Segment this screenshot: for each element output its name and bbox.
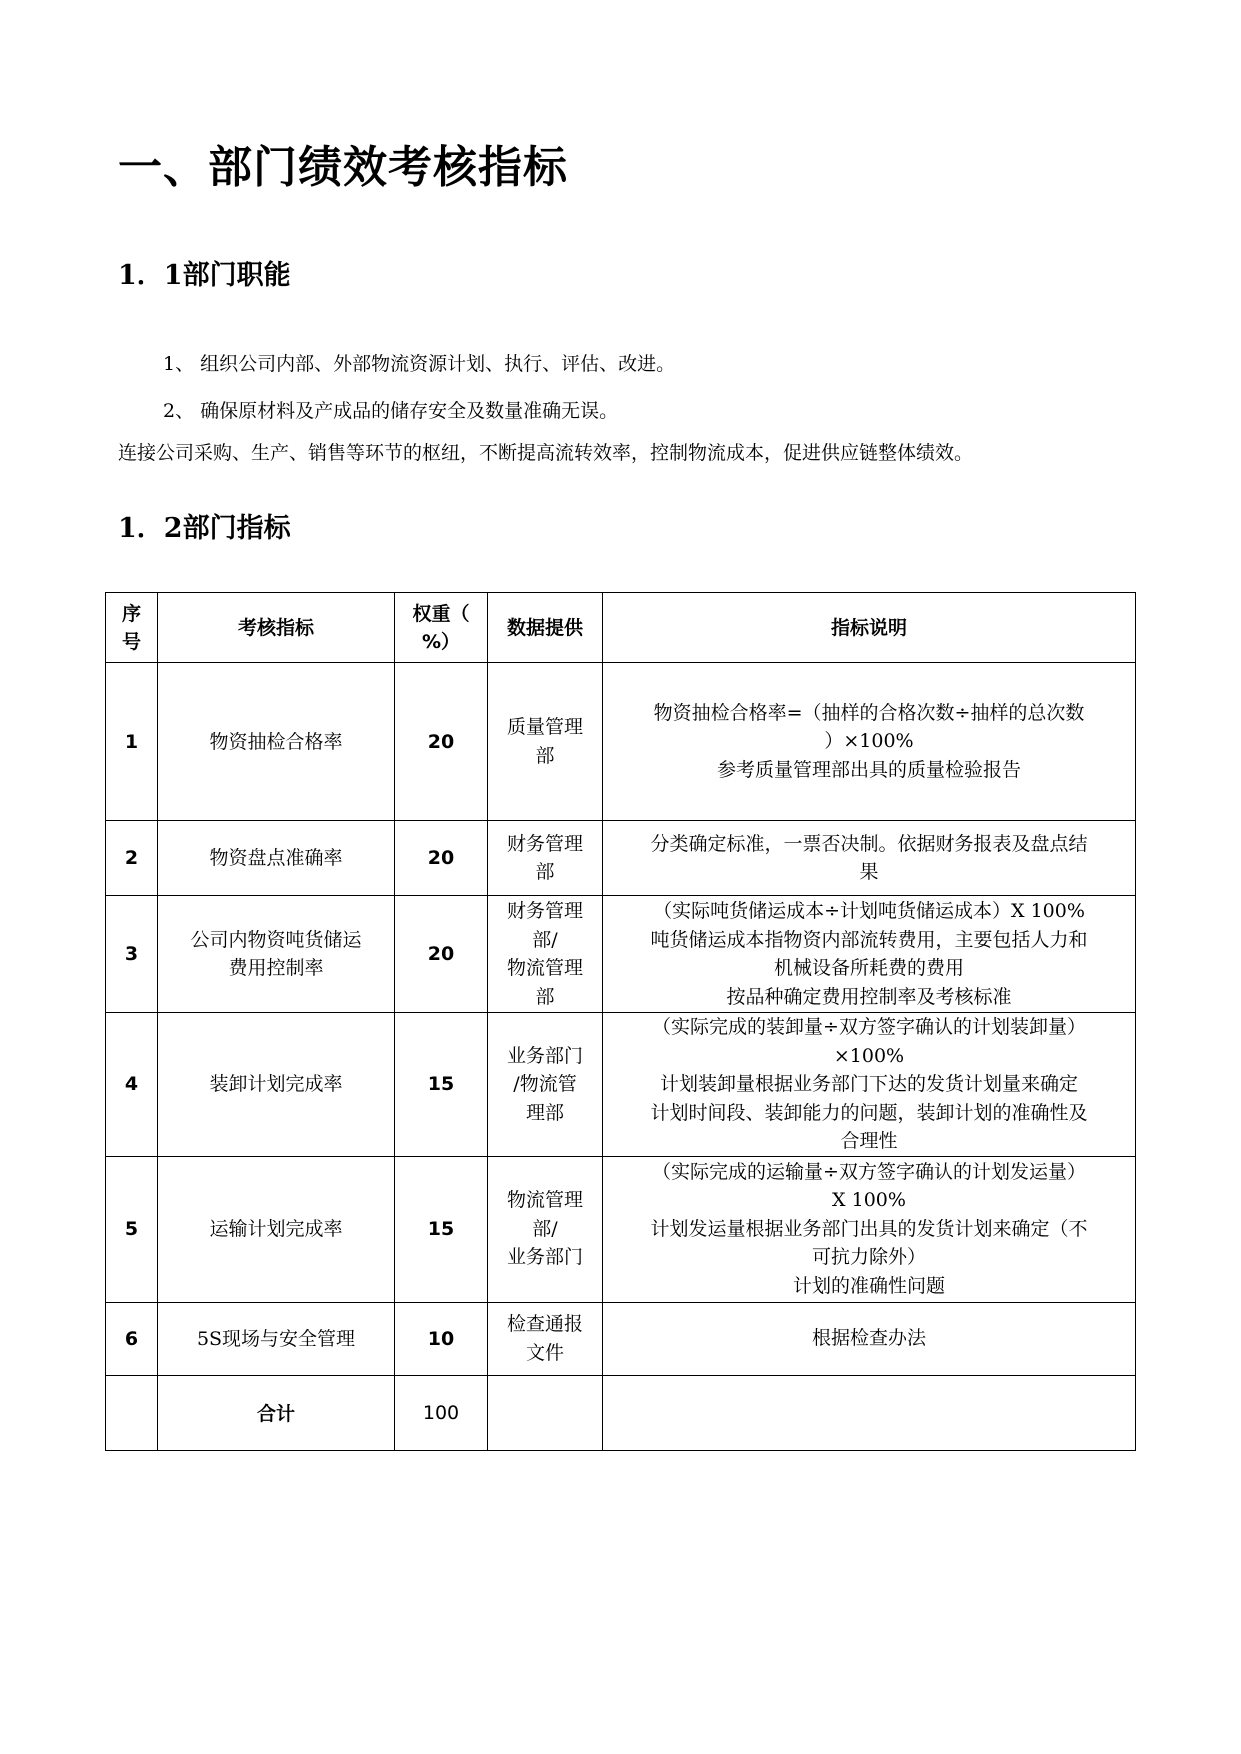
description-line: 可抗力除外） bbox=[811, 1246, 926, 1269]
description-line: 计划时间段、装卸能力的问题，装卸计划的准确性及 bbox=[650, 1101, 1088, 1124]
row-seq: 4 bbox=[106, 1013, 158, 1157]
table-row bbox=[106, 1302, 1136, 1375]
header-weight-line: %） bbox=[421, 630, 461, 653]
table-row bbox=[106, 1156, 1136, 1302]
source-line: /物流管 bbox=[513, 1073, 577, 1095]
row-description bbox=[603, 663, 1136, 821]
row-indicator bbox=[158, 896, 395, 1013]
source-line: 部 bbox=[535, 985, 555, 1008]
total-label: 合计 bbox=[158, 1375, 395, 1450]
section-heading-indicators: 1．2部门指标 bbox=[118, 513, 291, 544]
row-source bbox=[488, 896, 603, 1013]
source-line: 质量管理 bbox=[506, 716, 583, 738]
table-total-row bbox=[106, 1375, 1136, 1450]
header-seq-line: 号 bbox=[121, 630, 141, 653]
description-line: X 100% bbox=[832, 1189, 906, 1212]
row-indicator bbox=[158, 821, 395, 896]
source-line: 财务管理 bbox=[506, 900, 583, 922]
row-weight: 20 bbox=[395, 821, 488, 896]
source-line: 部 bbox=[535, 744, 555, 767]
table-row bbox=[106, 663, 1136, 821]
description-line: 根据检查办法 bbox=[811, 1327, 926, 1350]
description-line: ×100% bbox=[833, 1044, 905, 1067]
description-line: 计划发运量根据业务部门出具的发货计划来确定（不 bbox=[650, 1217, 1088, 1240]
row-description bbox=[603, 821, 1136, 896]
row-indicator bbox=[158, 1156, 395, 1302]
source-line: 业务部门 bbox=[506, 1246, 583, 1269]
table-row bbox=[106, 1013, 1136, 1157]
section-heading-functions: 1．1部门职能 bbox=[118, 260, 291, 291]
row-source bbox=[488, 821, 603, 896]
row-seq: 3 bbox=[106, 896, 158, 1013]
source-line: 部/ bbox=[532, 1217, 558, 1240]
total-source-cell bbox=[488, 1375, 603, 1450]
row-indicator bbox=[158, 1302, 395, 1375]
description-line: 机械设备所耗费的费用 bbox=[773, 957, 964, 979]
row-description bbox=[603, 1156, 1136, 1302]
description-line: 按品种确定费用控制率及考核标准 bbox=[726, 985, 1012, 1008]
description-line: （实际完成的运输量÷双方签字确认的计划发运量） bbox=[652, 1160, 1086, 1183]
row-source bbox=[488, 1156, 603, 1302]
source-line: 物流管理 bbox=[506, 1189, 583, 1212]
row-indicator bbox=[158, 1013, 395, 1157]
table-row bbox=[106, 821, 1136, 896]
header-description: 指标说明 bbox=[603, 593, 1136, 663]
description-line: 分类确定标准，一票否决制。依据财务报表及盘点结 bbox=[650, 832, 1088, 855]
row-weight: 15 bbox=[395, 1156, 488, 1302]
total-seq-cell bbox=[106, 1375, 158, 1450]
source-line: 文件 bbox=[525, 1341, 564, 1364]
kpi-table bbox=[105, 592, 1136, 1451]
header-seq bbox=[106, 593, 158, 663]
row-source bbox=[488, 1302, 603, 1375]
description-line: 吨货储运成本指物资内部流转费用，主要包括人力和 bbox=[650, 928, 1088, 951]
header-weight bbox=[395, 593, 488, 663]
row-description bbox=[603, 1302, 1136, 1375]
row-source bbox=[488, 663, 603, 821]
header-seq-line: 序 bbox=[121, 602, 141, 625]
function-item-1: 1、 组织公司内部、外部物流资源计划、执行、评估、改进。 bbox=[163, 353, 676, 375]
source-line: 物流管理 bbox=[506, 957, 583, 979]
row-indicator bbox=[158, 663, 395, 821]
row-weight: 15 bbox=[395, 1013, 488, 1157]
table-row bbox=[106, 896, 1136, 1013]
source-line: 部 bbox=[535, 861, 555, 883]
indicator-line: 物资抽检合格率 bbox=[209, 730, 343, 753]
source-line: 财务管理 bbox=[506, 832, 583, 855]
source-line: 业务部门 bbox=[506, 1044, 583, 1067]
header-weight-line: 权重（ bbox=[412, 602, 470, 625]
description-line: 果 bbox=[859, 861, 879, 883]
total-description-cell bbox=[603, 1375, 1136, 1450]
header-source: 数据提供 bbox=[488, 593, 603, 663]
indicator-line: 物资盘点准确率 bbox=[209, 847, 343, 869]
description-line: 参考质量管理部出具的质量检验报告 bbox=[716, 758, 1021, 781]
indicator-line: 装卸计划完成率 bbox=[209, 1073, 343, 1096]
description-line: 计划装卸量根据业务部门下达的发货计划量来确定 bbox=[659, 1073, 1078, 1095]
total-weight: 100 bbox=[395, 1375, 488, 1450]
row-weight: 10 bbox=[395, 1302, 488, 1375]
description-line: （实际完成的装卸量÷双方签字确认的计划装卸量） bbox=[652, 1016, 1086, 1038]
description-line: （实际吨货储运成本÷计划吨货储运成本）X 100% bbox=[653, 900, 1085, 922]
indicator-line: 费用控制率 bbox=[228, 957, 324, 979]
table-body bbox=[106, 663, 1136, 1376]
indicator-line: 公司内物资吨货储运 bbox=[190, 929, 362, 951]
row-description bbox=[603, 1013, 1136, 1157]
description-line: 合理性 bbox=[840, 1130, 898, 1152]
row-seq: 2 bbox=[106, 821, 158, 896]
description-line: 物资抽检合格率=（抽样的合格次数÷抽样的总次数 bbox=[653, 701, 1085, 724]
row-description bbox=[603, 896, 1136, 1013]
description-line: ）×100% bbox=[824, 730, 914, 753]
row-seq: 1 bbox=[106, 663, 158, 821]
source-line: 检查通报 bbox=[506, 1313, 583, 1335]
description-line: 计划的准确性问题 bbox=[792, 1274, 945, 1297]
row-seq: 5 bbox=[106, 1156, 158, 1302]
indicator-line: 5S现场与安全管理 bbox=[196, 1327, 356, 1350]
indicator-line: 运输计划完成率 bbox=[209, 1218, 343, 1240]
function-item-2: 2、 确保原材料及产成品的储存安全及数量准确无误。 bbox=[163, 400, 619, 422]
row-seq: 6 bbox=[106, 1302, 158, 1375]
row-source bbox=[488, 1013, 603, 1157]
source-line: 理部 bbox=[525, 1101, 564, 1124]
header-indicator: 考核指标 bbox=[158, 593, 395, 663]
row-weight: 20 bbox=[395, 663, 488, 821]
row-weight: 20 bbox=[395, 896, 488, 1013]
page-title: 一、部门绩效考核指标 bbox=[118, 142, 568, 193]
table-header-row bbox=[106, 593, 1136, 663]
source-line: 部/ bbox=[532, 928, 558, 951]
function-paragraph: 连接公司采购、生产、销售等环节的枢纽，不断提高流转效率，控制物流成本，促进供应链整体绩效。 bbox=[118, 442, 974, 464]
